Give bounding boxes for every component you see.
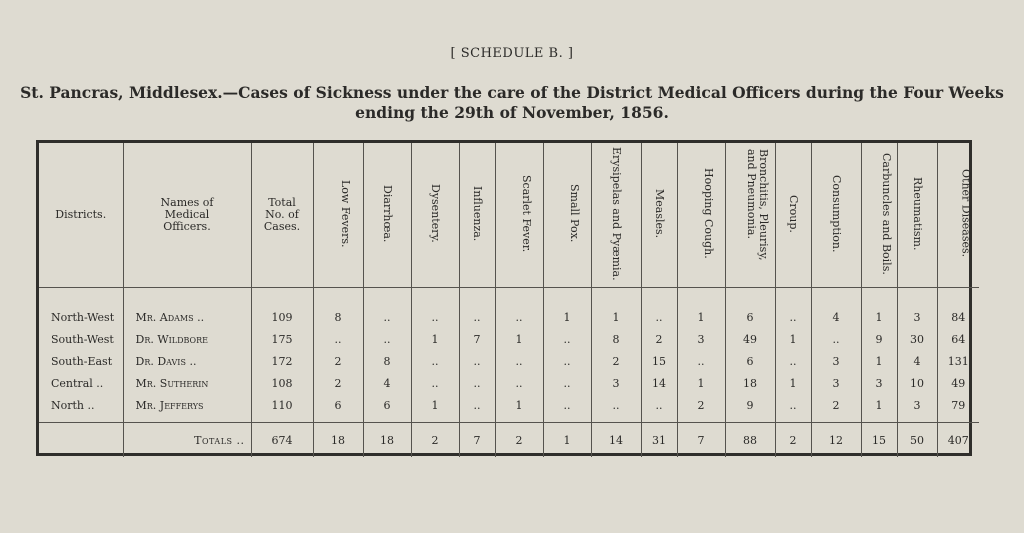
totals-total-cell: 674 bbox=[251, 423, 313, 458]
totals-value-cell: 2 bbox=[411, 423, 459, 458]
value-cell: 1 bbox=[861, 350, 897, 372]
header-disease: Other Diseases. bbox=[937, 143, 979, 288]
header-disease: Scarlet Fever. bbox=[495, 143, 543, 288]
totals-value-cell: 88 bbox=[725, 423, 775, 458]
value-cell: 1 bbox=[495, 328, 543, 350]
totals-value-cell: 31 bbox=[641, 423, 677, 458]
value-cell: 1 bbox=[591, 306, 641, 328]
totals-value-cell: 7 bbox=[459, 423, 495, 458]
total-cell: 110 bbox=[251, 394, 313, 416]
header-row bbox=[39, 143, 979, 288]
value-cell: 8 bbox=[363, 350, 411, 372]
table-row bbox=[39, 394, 979, 416]
value-cell: .. bbox=[641, 394, 677, 416]
total-cell: 175 bbox=[251, 328, 313, 350]
value-cell: 64 bbox=[937, 328, 979, 350]
value-cell: 1 bbox=[411, 394, 459, 416]
value-cell: .. bbox=[363, 328, 411, 350]
value-cell: 30 bbox=[897, 328, 937, 350]
spacer-cell bbox=[861, 288, 897, 307]
value-cell: 3 bbox=[897, 394, 937, 416]
spacer-cell bbox=[937, 288, 979, 307]
value-cell: 3 bbox=[811, 350, 861, 372]
value-cell: .. bbox=[459, 306, 495, 328]
officer-cell: Mr. Sutherin bbox=[123, 372, 251, 394]
header-total: Total No. of Cases. bbox=[251, 143, 313, 288]
spacer-cell bbox=[363, 288, 411, 307]
spacer-cell bbox=[459, 288, 495, 307]
title-line-2: ending the 29th of November, 1856. bbox=[355, 103, 669, 122]
total-cell: 109 bbox=[251, 306, 313, 328]
spacer-cell bbox=[725, 288, 775, 307]
totals-label: Totals .. bbox=[123, 423, 251, 458]
value-cell: 2 bbox=[591, 350, 641, 372]
header-disease: Dysentery. bbox=[411, 143, 459, 288]
header-disease: Small Pox. bbox=[543, 143, 591, 288]
value-cell: 1 bbox=[543, 306, 591, 328]
officer-cell: Mr. Adams .. bbox=[123, 306, 251, 328]
spacer-cell bbox=[39, 288, 123, 307]
value-cell: .. bbox=[495, 306, 543, 328]
officer-cell: Dr. Davis .. bbox=[123, 350, 251, 372]
spacer-cell bbox=[313, 288, 363, 307]
value-cell: .. bbox=[411, 306, 459, 328]
value-cell: .. bbox=[411, 372, 459, 394]
totals-row bbox=[39, 423, 979, 458]
spacer-cell bbox=[411, 288, 459, 307]
value-cell: 2 bbox=[313, 372, 363, 394]
value-cell: 1 bbox=[861, 306, 897, 328]
header-officers: Names of Medical Officers. bbox=[123, 143, 251, 288]
value-cell: 9 bbox=[861, 328, 897, 350]
value-cell: .. bbox=[811, 328, 861, 350]
officer-cell: Mr. Jefferys bbox=[123, 394, 251, 416]
value-cell: 6 bbox=[313, 394, 363, 416]
value-cell: 1 bbox=[677, 372, 725, 394]
header-disease: Consumption. bbox=[811, 143, 861, 288]
value-cell: 1 bbox=[411, 328, 459, 350]
page-title bbox=[20, 83, 1004, 123]
value-cell: .. bbox=[775, 350, 811, 372]
value-cell: 49 bbox=[937, 372, 979, 394]
value-cell: 2 bbox=[811, 394, 861, 416]
header-districts: Districts. bbox=[39, 143, 123, 288]
value-cell: 3 bbox=[861, 372, 897, 394]
value-cell: 1 bbox=[495, 394, 543, 416]
value-cell: 2 bbox=[641, 328, 677, 350]
spacer-cell bbox=[677, 288, 725, 307]
value-cell: 8 bbox=[591, 328, 641, 350]
district-cell: Central .. bbox=[51, 376, 104, 390]
value-cell: 49 bbox=[725, 328, 775, 350]
district-cell: North .. bbox=[51, 398, 95, 412]
header-disease: Diarrhœa. bbox=[363, 143, 411, 288]
spacer-cell bbox=[641, 288, 677, 307]
table-row bbox=[39, 328, 979, 350]
value-cell: 8 bbox=[313, 306, 363, 328]
value-cell: .. bbox=[459, 372, 495, 394]
value-cell: 1 bbox=[861, 394, 897, 416]
totals-value-cell: 1 bbox=[543, 423, 591, 458]
totals-value-cell: 18 bbox=[313, 423, 363, 458]
spacer-cell bbox=[897, 288, 937, 307]
value-cell: .. bbox=[495, 350, 543, 372]
value-cell: .. bbox=[591, 394, 641, 416]
totals-value-cell: 407 bbox=[937, 423, 979, 458]
value-cell: 10 bbox=[897, 372, 937, 394]
totals-value-cell: 18 bbox=[363, 423, 411, 458]
header-disease: Croup. bbox=[775, 143, 811, 288]
sickness-table-frame bbox=[36, 140, 972, 456]
value-cell: 6 bbox=[725, 350, 775, 372]
header-disease: Bronchitis, Pleurisy, and Pneumonia. bbox=[725, 143, 775, 288]
value-cell: 4 bbox=[363, 372, 411, 394]
value-cell: 79 bbox=[937, 394, 979, 416]
totals-value-cell: 15 bbox=[861, 423, 897, 458]
district-cell: South-East bbox=[51, 354, 113, 368]
spacer-cell bbox=[251, 288, 313, 307]
value-cell: 84 bbox=[937, 306, 979, 328]
table-row bbox=[39, 372, 979, 394]
value-cell: .. bbox=[775, 394, 811, 416]
totals-blank-cell bbox=[39, 423, 123, 458]
value-cell: 1 bbox=[775, 372, 811, 394]
value-cell: .. bbox=[543, 328, 591, 350]
spacer-cell bbox=[591, 288, 641, 307]
district-cell: South-West bbox=[51, 332, 114, 346]
value-cell: 1 bbox=[677, 306, 725, 328]
value-cell: 3 bbox=[897, 306, 937, 328]
value-cell: .. bbox=[543, 372, 591, 394]
value-cell: 1 bbox=[775, 328, 811, 350]
value-cell: 3 bbox=[677, 328, 725, 350]
value-cell: 4 bbox=[811, 306, 861, 328]
totals-value-cell: 2 bbox=[495, 423, 543, 458]
value-cell: 6 bbox=[363, 394, 411, 416]
value-cell: 15 bbox=[641, 350, 677, 372]
officer-cell: Dr. Wildbore bbox=[123, 328, 251, 350]
value-cell: .. bbox=[543, 350, 591, 372]
value-cell: .. bbox=[543, 394, 591, 416]
table-row bbox=[39, 350, 979, 372]
title-line-1: St. Pancras, Middlesex.—Cases of Sickness under the care of the District Medical Officers during the Four Weeks bbox=[20, 83, 1004, 102]
value-cell: .. bbox=[459, 350, 495, 372]
value-cell: .. bbox=[495, 372, 543, 394]
value-cell: 3 bbox=[811, 372, 861, 394]
spacer-cell bbox=[123, 288, 251, 307]
totals-value-cell: 7 bbox=[677, 423, 725, 458]
totals-value-cell: 14 bbox=[591, 423, 641, 458]
value-cell: 7 bbox=[459, 328, 495, 350]
header-disease: Measles. bbox=[641, 143, 677, 288]
value-cell: 4 bbox=[897, 350, 937, 372]
header-disease: Low Fevers. bbox=[313, 143, 363, 288]
value-cell: .. bbox=[641, 306, 677, 328]
spacer-cell bbox=[775, 288, 811, 307]
spacer-row bbox=[39, 288, 979, 307]
spacer-cell bbox=[811, 288, 861, 307]
header-disease: Erysipelas and Pyæmia. bbox=[591, 143, 641, 288]
totals-value-cell: 12 bbox=[811, 423, 861, 458]
value-cell: .. bbox=[459, 394, 495, 416]
value-cell: 14 bbox=[641, 372, 677, 394]
value-cell: 6 bbox=[725, 306, 775, 328]
header-disease: Carbuncles and Boils. bbox=[861, 143, 897, 288]
spacer-cell bbox=[543, 288, 591, 307]
table-row bbox=[39, 306, 979, 328]
value-cell: .. bbox=[775, 306, 811, 328]
schedule-label: [ SCHEDULE B. ] bbox=[450, 46, 574, 61]
value-cell: 18 bbox=[725, 372, 775, 394]
header-disease: Hooping Cough. bbox=[677, 143, 725, 288]
spacer-cell bbox=[495, 288, 543, 307]
value-cell: 2 bbox=[677, 394, 725, 416]
total-cell: 172 bbox=[251, 350, 313, 372]
value-cell: 131 bbox=[937, 350, 979, 372]
value-cell: 9 bbox=[725, 394, 775, 416]
table-body bbox=[39, 288, 979, 458]
total-cell: 108 bbox=[251, 372, 313, 394]
value-cell: .. bbox=[677, 350, 725, 372]
value-cell: .. bbox=[313, 328, 363, 350]
value-cell: 3 bbox=[591, 372, 641, 394]
value-cell: .. bbox=[363, 306, 411, 328]
header-disease: Influenza. bbox=[459, 143, 495, 288]
sickness-table bbox=[39, 143, 979, 457]
district-cell: North-West bbox=[51, 310, 115, 324]
header-disease: Rheumatism. bbox=[897, 143, 937, 288]
value-cell: .. bbox=[411, 350, 459, 372]
totals-value-cell: 2 bbox=[775, 423, 811, 458]
totals-value-cell: 50 bbox=[897, 423, 937, 458]
value-cell: 2 bbox=[313, 350, 363, 372]
